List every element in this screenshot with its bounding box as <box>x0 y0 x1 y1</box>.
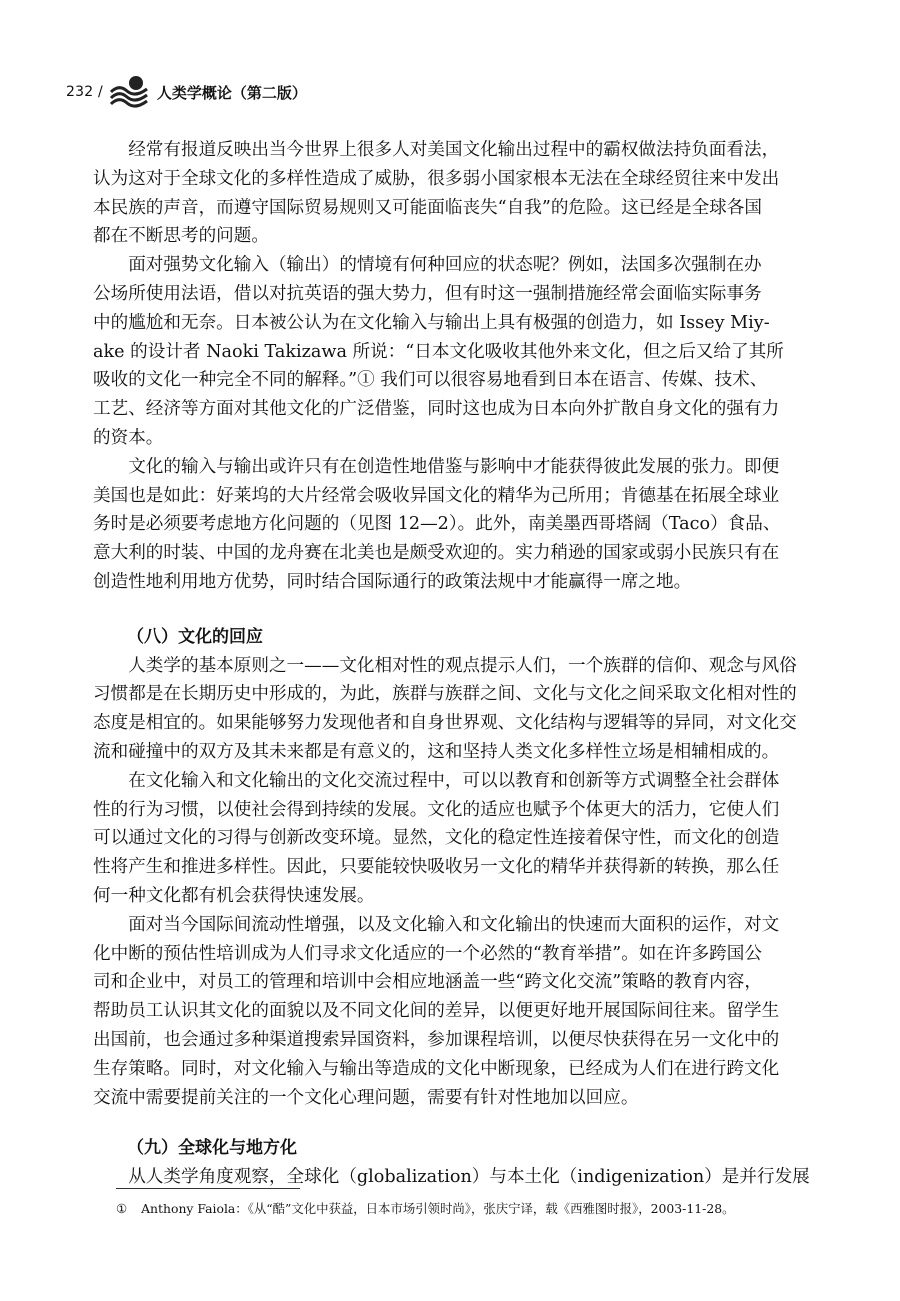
paragraph-7: 从人类学角度观察，全球化（globalization）与本土化（indigenization）是并行发展 <box>128 1167 810 1188</box>
running-header <box>66 72 307 112</box>
footnote-rule <box>116 1188 300 1189</box>
section-heading-8: （八）文化的回应 <box>127 626 263 647</box>
footnote <box>116 1200 806 1218</box>
page-number: 232 / <box>66 84 103 100</box>
footnote-mark: ① <box>116 1201 128 1216</box>
section-heading-9: （九）全球化与地方化 <box>127 1138 297 1159</box>
paragraph-3: 文化的输入与输出或许只有在创造性地借鉴与影响中才能获得彼此发展的张力。即便 美国也是如此：好莱坞的大片经常会吸收异国文化的精华为己所用；肯德基在拓展全球业 务时是必须要考虑地方化问题的（见图 12—2）。此外，南美墨西哥塔阔（Taco）食品、 意大利的时装、中国的龙舟赛在北美也是颇受欢迎的。实力稍逊的国家或弱小民族只有在 创造性地利用地方优势，同时结合国际通行的政策法规中才能赢得一席之地。 <box>93 456 781 592</box>
paragraph-1: 经常有报道反映出当今世界上很多人对美国文化输出过程中的霸权做法持负面看法， 认为这对于全球文化的多样性造成了威胁，很多弱小国家根本无法在全球经贸往来中发出 本民族的声音，而遵守国际贸易规则又可能面临丧失“自我”的危险。这已经是全球各国 都在不断思考的问题。 <box>93 140 780 247</box>
publisher-wave-logo-icon <box>109 74 149 110</box>
footnote-text: Anthony Faiola：《从“酷”文化中获益，日本市场引领时尚》，张庆宁译，载《西雅图时报》，2003-11-28。 <box>141 1201 735 1216</box>
paragraph-5: 在文化输入和文化输出的文化交流过程中，可以以教育和创新等方式调整全社会群体 性的行为习惯，以使社会得到持续的发展。文化的适应也赋予个体更大的活力，它使人们 可以通过文化的习得与创新改变环境。显然，文化的稳定性连接着保守性，而文化的创造 性将产生和推进多样性。因此，只要能较快吸收另一文化的精华并获得新的转换，那么任 何一种文化都有机会获得快速发展。 <box>93 770 780 906</box>
paragraph-2: 面对强势文化输入（输出）的情境有何种回应的状态呢？例如，法国多次强制在办 公场所使用法语，借以对抗英语的强大势力，但有时这一强制措施经常会面临实际事务 中的尴尬和无奈。日本被公认为在文化输入与输出上具有极强的创造力，如 Issey Miy- ake 的设计者 Naoki Takizawa 所说：“日本文化吸收其他外来文化，但之后又给了其所 吸收的文化一种完全不同的解释。”① 我们可以很容易地看到日本在语言、传媒、技术、 工艺、经济等方面对其他文化的广泛借鉴，同时这也成为日本向外扩散自身文化的强有力 的资本。 <box>93 255 784 448</box>
paragraph-6: 面对当今国际间流动性增强，以及文化输入和文化输出的快速而大面积的运作，对文 化中断的预估性培训成为人们寻求文化适应的一个必然的“教育举措”。如在许多跨国公 司和企业中，对员工的管理和培训中会相应地涵盖一些“跨文化交流”策略的教育内容， 帮助员工认识其文化的面貌以及不同文化间的差异，以便更好地开展国际间往来。留学生 出国前，也会通过多种渠道搜索异国资料，参加课程培训，以便尽快获得在另一文化中的 生存策略。同时，对文化输入与输出等造成的文化中断现象，已经成为人们在进行跨文化 交流中需要提前关注的一个文化心理问题，需要有针对性地加以回应。 <box>93 914 780 1108</box>
paragraph-4: 人类学的基本原则之一——文化相对性的观点提示人们，一个族群的信仰、观念与风俗 习惯都是在长期历史中形成的，为此，族群与族群之间、文化与文化之间采取文化相对性的 态度是相宜的。如果能够努力发现他者和自身世界观、文化结构与逻辑等的异同，对文化交 流和碰撞中的双方及其未来都是有意义的，这和坚持人类文化多样性立场是相辅相成的。 <box>93 655 797 762</box>
book-title: 人类学概论（第二版） <box>156 83 307 102</box>
page-body <box>93 136 818 1192</box>
